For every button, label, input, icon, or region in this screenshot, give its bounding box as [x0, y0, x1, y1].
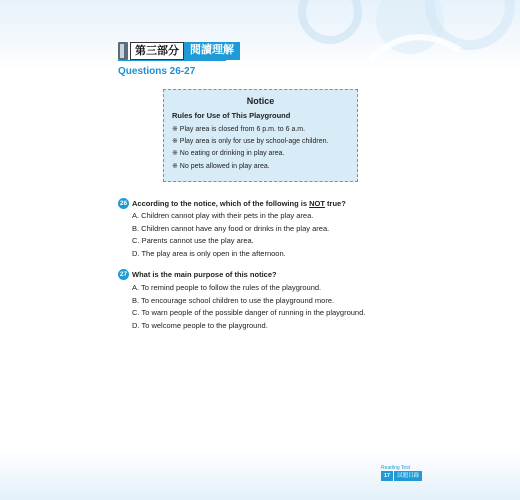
notice-title: Notice	[246, 96, 275, 106]
page-number: 17	[381, 471, 393, 481]
section-underline	[118, 60, 226, 61]
questions-heading: Questions 26-27	[118, 66, 196, 77]
notice-rule: ※ Play area is only for use by school-age children.	[172, 138, 329, 146]
answer-option: D. The play area is only open in the afternoon.	[132, 248, 286, 258]
question-stem: What is the main purpose of this notice?	[132, 270, 277, 279]
question-stem: According to the notice, which of the following is NOT true?	[132, 199, 346, 208]
answer-option: A. To remind people to follow the rules of the playground.	[132, 283, 322, 292]
answer-option: B. To encourage school children to use the playground more.	[132, 295, 335, 305]
question-27	[118, 269, 277, 280]
toc-button[interactable]: 試題目錄	[394, 471, 422, 481]
section-name-label: 閱讀理解	[184, 42, 240, 60]
decorative-circles	[260, 0, 520, 70]
question-27-options	[132, 282, 365, 332]
question-number-badge: 27	[119, 271, 128, 278]
question-26	[118, 198, 346, 209]
notice-box	[163, 89, 358, 182]
notice-rule: ※ No eating or drinking in play area.	[172, 150, 285, 158]
answer-option: B. Children cannot have any food or drinks in the play area.	[132, 223, 330, 233]
answer-option: C. To warn people of the possible danger of running in the playground.	[132, 308, 366, 317]
answer-option: C. Parents cannot use the play area.	[132, 236, 254, 245]
notice-subtitle: Rules for Use of This Playground	[172, 111, 291, 120]
notice-rule: ※ No pets allowed in play area.	[172, 162, 270, 170]
section-tag	[118, 42, 240, 60]
answer-option: D. To welcome people to the playground.	[132, 320, 268, 330]
answer-option: A. Children cannot play with their pets in the play area.	[132, 211, 314, 220]
question-26-options	[132, 210, 329, 260]
section-part-label: 第三部分	[130, 42, 184, 60]
notice-rule: ※ Play area is closed from 6 p.m. to 6 a.m.	[172, 126, 306, 133]
footer-page-indicator	[381, 471, 422, 481]
question-number-badge: 26	[119, 200, 128, 207]
footer-background	[0, 450, 520, 500]
footer-logo-text: Reading Test	[381, 465, 411, 471]
book-icon	[118, 42, 128, 60]
